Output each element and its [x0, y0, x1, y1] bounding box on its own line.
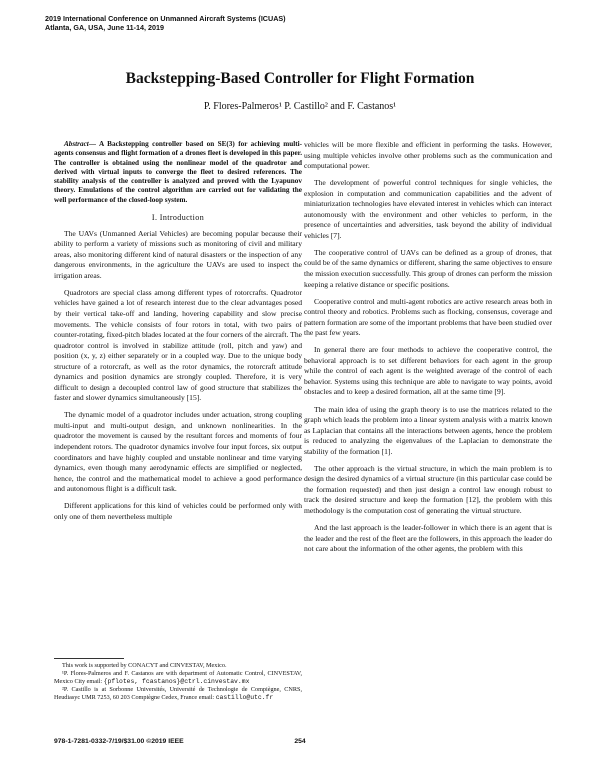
paragraph: vehicles will be more flexible and efficient in performing the tasks. However, using multiple vehicles involve other problems such as the communication and computational power. — [304, 140, 552, 171]
footnote-2 — [54, 686, 302, 702]
paragraph: In general there are four methods to achieve the cooperative control, the behavioral approach is to set different behaviors for each agent in the group while the control of each agent is the weighted average of the control of each behavior. Systems using this technique are able to navigate to way points, avoid obstacles and to keep a desired formation, all at the same time [9]. — [304, 345, 552, 397]
paper-authors: P. Flores-Palmeros¹ P. Castillo² and F. Castanos¹ — [203, 101, 397, 112]
paragraph: Cooperative control and multi-agent robotics are active research areas both in control theory and robotics. Problems such as flocking, consensus, coverage and pattern formation are some of the important problems that have been studied over the past few years. — [304, 296, 552, 338]
footnote-1 — [54, 670, 302, 686]
footnote-2-text: ²P. Castillo is at Sorbonne Universités, Université de Technologie de Compiègne, CNRS, Heudiasyc UMR 7253, 60 203 Compiègne Cedex, France email: — [54, 685, 302, 701]
paragraph: The UAVs (Unmanned Aerial Vehicles) are becoming popular because their ability to perform a variety of missions such as monitoring of civil and military areas, also monitoring different kind of natural disasters or the inspection of any dangerous environments, in the agriculture the UAVs are used to inspect the irrigation areas. — [54, 228, 302, 280]
isbn-footer: 978-1-7281-0332-7/19/$31.00 ©2019 IEEE — [54, 738, 184, 745]
paragraph: Quadrotors are special class among different types of rotorcrafts. Quadrotor vehicles have gained a lot of research interest due to the clear advantages posed by their vertical take-off and landing, hovering capability and slow precise movements. The vehicle consists of four rotors in total, with two pairs of counter-rotating, fixed-pitch blades located at the four corners of the aircraft. The quadrotor control is involved in stabilize attitude (roll, pitch and yaw) and position (x, y, z) either separately or in a coupled way. Due to the unique body structure of a rotorcraft, as well as the rotor dynamics, the rotorcraft attitude dynamics and position dynamics are strongly coupled. Therefore, it is very difficult to design a decoupled control law of good structure that stabilizes the faster and slower dynamics simultaneously [15]. — [54, 287, 302, 403]
conference-header — [45, 14, 286, 32]
section-heading: I. Introduction — [151, 213, 205, 223]
paragraph: Different applications for this kind of vehicles could be performed only with only one of them nevertheless multiple — [54, 501, 302, 521]
abstract — [54, 140, 302, 205]
page-number: 254 — [294, 738, 306, 745]
right-column — [304, 140, 552, 561]
paragraph: The dynamic model of a quadrotor includes under actuation, strong coupling multi-input and multi-output design, and unknown nonlinearities. In the quadrotor the movement is caused by the resultant forces and moments of four independent rotors. The quadrotor dynamics involve four input forces, six output coordinators and have highly coupled and unstable nonlinear and time varying dynamics, even though many aerodynamic effects are simplified or neglected, hence, the control and the mathematical model to achieve a good performance and autonomous flight is a difficult task. — [54, 410, 302, 494]
footnote-support: This work is supported by CONACYT and CINVESTAV, Mexico. — [62, 662, 227, 669]
conference-name: 2019 International Conference on Unmanned Aircraft Systems (ICUAS) — [45, 14, 286, 23]
footnote-1-email[interactable]: {pflotes, fcastanos}@ctrl.cinvestav.mx — [103, 677, 250, 685]
paragraph: The other approach is the virtual structure, in which the main problem is to design the desired dynamics of a virtual structure (in this particular case could be the formation requested) and then just design a control law enough robust to track the desired structure and keep the formation [12], the problem with this methodology is the computation cost of generating the virtual structure. — [304, 463, 552, 515]
footnote-2-email[interactable]: castillo@utc.fr — [215, 693, 274, 701]
paragraph: The cooperative control of UAVs can be defined as a group of drones, that could be of the same dynamics or different, sharing the same objectives to ensure the mission execution successfully. This group of drones can perform the mission keeping a relative distance or specific positions. — [304, 247, 552, 289]
footnote-1-text: ¹P. Flores-Palmeros and F. Castanos are with department of Automatic Control, CINVESTAV, Mexico City email: — [54, 669, 302, 685]
paper-title: Backstepping-Based Controller for Flight Formation — [125, 70, 475, 87]
paragraph: And the last approach is the leader-follower in which there is an agent that is the leader and the rest of the fleet are the followers, in this approach the leader do not care about the information of the other agents, the problem with this — [304, 523, 552, 554]
left-column — [54, 140, 302, 529]
abstract-text: — A Backstepping controller based on SE(3) for achieving multi-agents consensus and flight formation of a drones fleet is developed in this paper. The controller is obtained using the nonlinear model of the quadrotor and derived with virtual inputs to converge the fleet to desired references. The stability analysis of the controller is analyzed and proved with the Lyapunov theory. Emulations of the control algorithm are carried out for validating the well performance of the closed-loop system. — [54, 140, 302, 204]
paragraph: The development of powerful control techniques for single vehicles, the explosion in computation and communication capabilities and the advent of miniaturization technologies have elevated interest in vehicles which can interact autonomously with the environment and other vehicles to perform, in the presence of uncertainties and adversities, task beyond the ability of individual vehicles [7]. — [304, 178, 552, 240]
paragraph: The main idea of using the graph theory is to use the matrices related to the graph which leads the problem into a linear system analysis with a matrix known as Laplacian that contains all the interactions between agents, hence the problem is reduced to analyzing the eigenvalues of the Laplacian to demonstrate the stability of the formation [1]. — [304, 404, 552, 456]
abstract-label: Abstract — [64, 140, 89, 148]
conference-location: Atlanta, GA, USA, June 11-14, 2019 — [45, 23, 165, 32]
footnotes — [54, 658, 302, 702]
footnote-divider — [54, 658, 124, 659]
